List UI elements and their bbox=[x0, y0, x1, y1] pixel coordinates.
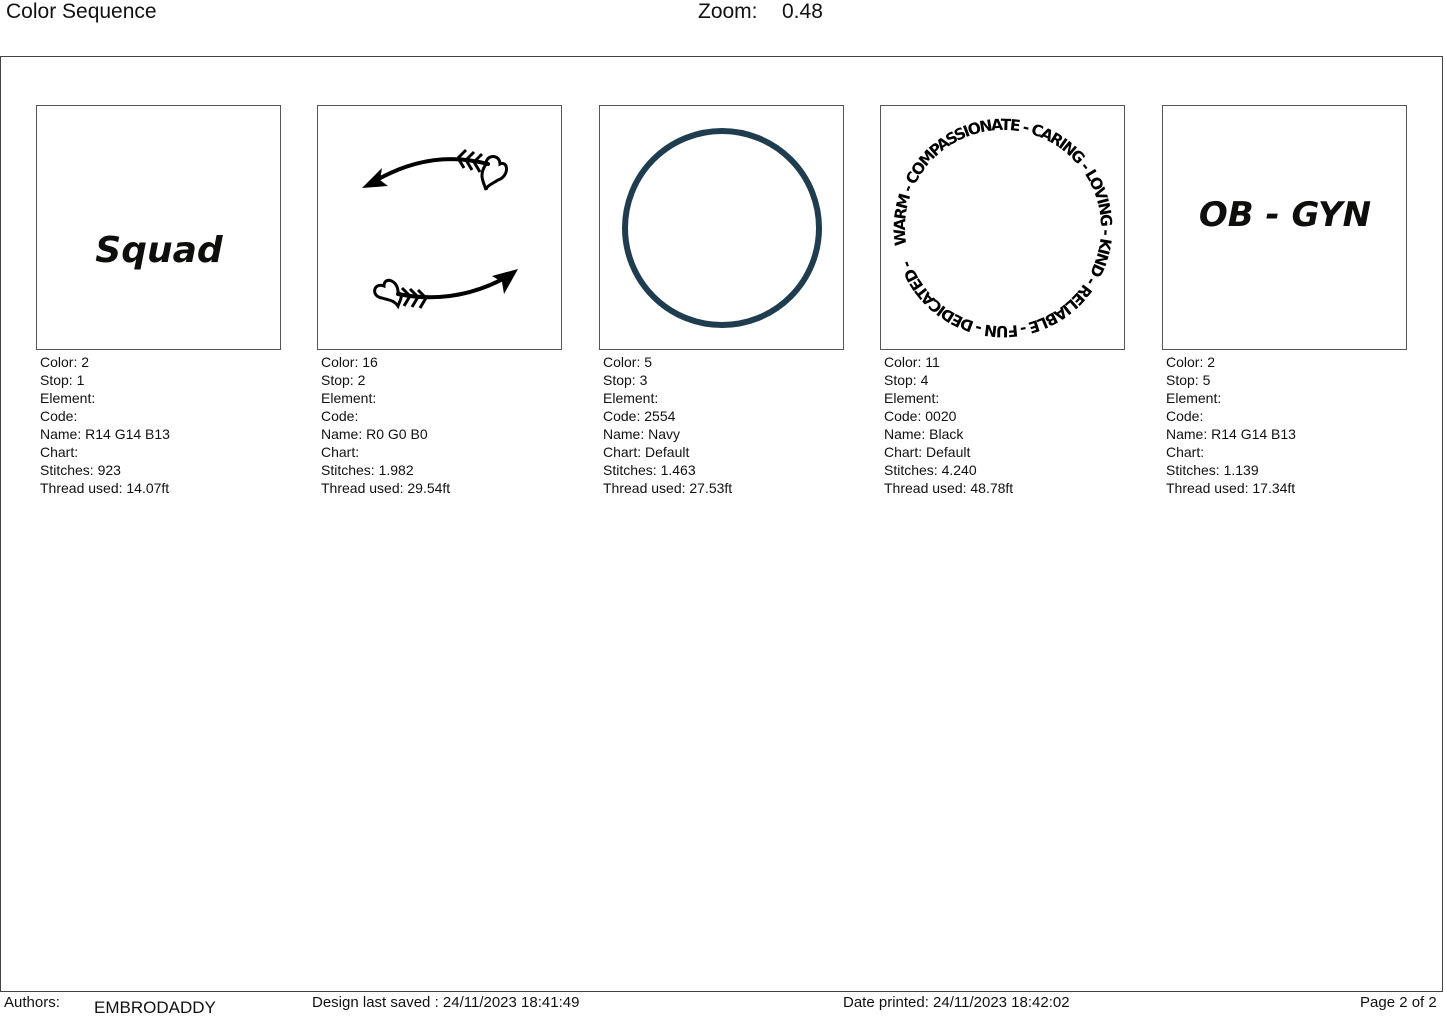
stop-number: Stop: 3 bbox=[603, 372, 648, 388]
color-number: Color: 2 bbox=[1166, 354, 1216, 370]
code-field: Code: 2554 bbox=[603, 408, 676, 424]
navy-circle-icon bbox=[600, 106, 844, 350]
stop-number: Stop: 5 bbox=[1166, 372, 1211, 388]
color-number: Color: 5 bbox=[603, 354, 653, 370]
thumbnail-word-ring bbox=[880, 105, 1125, 350]
thread-used-field: Thread used: 48.78ft bbox=[884, 480, 1014, 496]
name-field: Name: R14 G14 B13 bbox=[1166, 426, 1296, 442]
chart-field: Chart: bbox=[1166, 444, 1205, 460]
stop-number: Stop: 2 bbox=[321, 372, 366, 388]
stitches-field: Stitches: 923 bbox=[40, 462, 121, 478]
obgyn-stitch-text: OB - GYN bbox=[1198, 195, 1372, 235]
authors-value: EMBRODADDY bbox=[94, 998, 216, 1017]
color-number: Color: 2 bbox=[40, 354, 90, 370]
element-field: Element: bbox=[884, 390, 940, 406]
authors-label: Authors: bbox=[4, 994, 60, 1011]
color-stop-card-5 bbox=[1162, 105, 1409, 497]
color-stop-card-4 bbox=[880, 105, 1127, 497]
stop-info bbox=[599, 353, 846, 497]
thumbnail-circle bbox=[599, 105, 844, 350]
thumbnail-obgyn bbox=[1162, 105, 1407, 350]
chart-field: Chart: Default bbox=[884, 444, 971, 460]
code-field: Code: 0020 bbox=[884, 408, 957, 424]
name-field: Name: Navy bbox=[603, 426, 681, 442]
stop-info bbox=[1162, 353, 1409, 497]
stop-info bbox=[317, 353, 564, 497]
thread-used-field: Thread used: 27.53ft bbox=[603, 480, 733, 496]
chart-field: Chart: bbox=[321, 444, 360, 460]
zoom-label: Zoom: bbox=[698, 0, 758, 23]
code-field: Code: bbox=[1166, 408, 1204, 424]
name-field: Name: R0 G0 B0 bbox=[321, 426, 428, 442]
squad-stitch-text: Squad bbox=[95, 230, 223, 271]
stitches-field: Stitches: 4.240 bbox=[884, 462, 977, 478]
element-field: Element: bbox=[603, 390, 659, 406]
page-number: Page 2 of 2 bbox=[1360, 994, 1437, 1011]
stop-info bbox=[36, 353, 283, 497]
chart-field: Chart: Default bbox=[603, 444, 690, 460]
thread-used-field: Thread used: 29.54ft bbox=[321, 480, 451, 496]
page-footer bbox=[0, 994, 1445, 1021]
color-stop-card-3 bbox=[599, 105, 846, 497]
thread-used-field: Thread used: 17.34ft bbox=[1166, 480, 1296, 496]
element-field: Element: bbox=[321, 390, 377, 406]
name-field: Name: Black bbox=[884, 426, 964, 442]
stitches-field: Stitches: 1.463 bbox=[603, 462, 696, 478]
stop-number: Stop: 4 bbox=[884, 372, 929, 388]
name-field: Name: R14 G14 B13 bbox=[40, 426, 170, 442]
color-number: Color: 16 bbox=[321, 354, 378, 370]
color-stop-card-1 bbox=[36, 105, 283, 497]
color-stop-card-2 bbox=[317, 105, 564, 497]
code-field: Code: bbox=[40, 408, 78, 424]
word-ring-text: WARM - COMPASSIONATE - CARING - LOVING - KIND - RELIABLE - FUN - DEDICATED - bbox=[890, 115, 1116, 341]
stop-info bbox=[880, 353, 1127, 497]
element-field: Element: bbox=[40, 390, 96, 406]
report-title: Color Sequence bbox=[6, 0, 157, 23]
code-field: Code: bbox=[321, 408, 359, 424]
stop-number: Stop: 1 bbox=[40, 372, 85, 388]
thumbnail-arrows bbox=[317, 105, 562, 350]
stitches-field: Stitches: 1.139 bbox=[1166, 462, 1259, 478]
element-field: Element: bbox=[1166, 390, 1222, 406]
zoom-value: 0.48 bbox=[782, 0, 823, 23]
date-printed: Date printed: 24/11/2023 18:42:02 bbox=[843, 994, 1070, 1011]
last-saved: Design last saved : 24/11/2023 18:41:49 bbox=[312, 994, 580, 1011]
thread-used-field: Thread used: 14.07ft bbox=[40, 480, 170, 496]
thumbnail-squad bbox=[36, 105, 281, 350]
stitches-field: Stitches: 1.982 bbox=[321, 462, 414, 478]
arrows-icon bbox=[318, 106, 562, 350]
color-number: Color: 11 bbox=[884, 354, 940, 370]
chart-field: Chart: bbox=[40, 444, 79, 460]
